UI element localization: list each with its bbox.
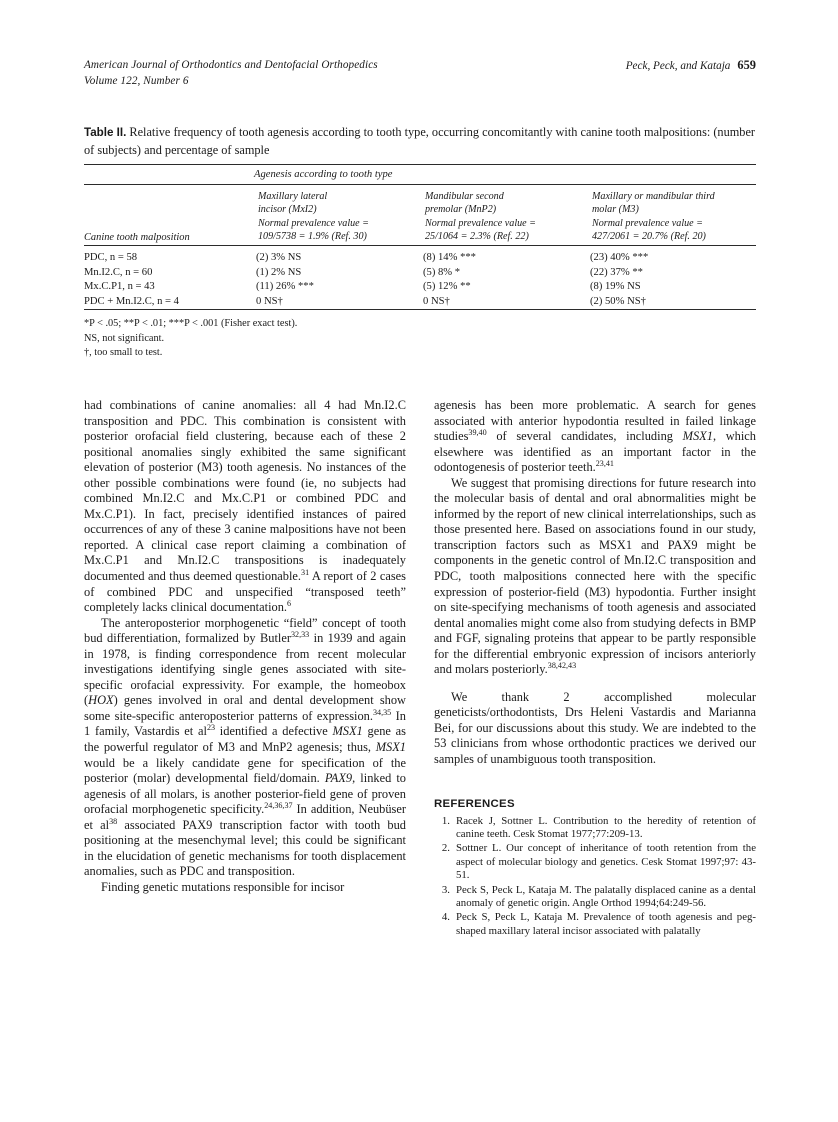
right-column bbox=[434, 398, 756, 939]
ref-sup-23: 23 bbox=[206, 723, 216, 733]
row-m3: (23) 40% *** bbox=[590, 252, 649, 263]
row-m3: (8) 19% NS bbox=[590, 281, 641, 293]
footnote-significance: *P < .05; **P < .01; ***P < .001 (Fisher exact test). bbox=[84, 318, 298, 330]
row-m3: (22) 37% ** bbox=[590, 266, 643, 278]
references-list bbox=[434, 815, 756, 939]
table-footnotes bbox=[84, 317, 756, 360]
para-l2-h: , linked to agenesis of all molars, is another posterior-field gene of proven orofacial morphogenetic specificity. bbox=[84, 771, 406, 817]
para-l2-g: would be a likely candidate gene for specification of the posterior (molar) developmental field/domain. bbox=[84, 755, 406, 786]
para-r2-a: We suggest that promising directions for future research into the molecular basis of dental and oral abnormalities might be informed by the report of new clinical interrelationships, such as those presented here. Based on associations found in our study, transcription factors such as MSX1 and PAX9 might be components in the genetic control of Mn.I2.C transposition and PDC, tooth malpositions connected here with the specific expression of posterior-field (M3) hypodontia. Further insight on site-specifying mechanisms of tooth agenesis and associated dental anomalies might come also from studying defects in BMP and FGF, signaling proteins that appear to be partly responsible for the differential embryonic expression of incisors anteriorly and molars posteriorly. bbox=[434, 475, 756, 677]
col3-tooth-line2: molar (M3) bbox=[592, 204, 639, 216]
paragraph-acknowledgments: We thank 2 accomplished molecular geneticists/orthodontists, Drs Heleni Vastardis and Marianna Bei, for our discussions about this study. We are indebted to the 53 clinicians from whose orthodontic practices we derived our samples of unambiguous tooth transposition. bbox=[434, 689, 756, 767]
ref-sup-6: 6 bbox=[287, 598, 292, 608]
ref-sup-23-41: 23,41 bbox=[595, 459, 614, 469]
reference-text: Racek J, Sottner L. Contribution to the heredity of retention of canine teeth. Cesk Stomat 1977;77:209-13. bbox=[456, 814, 756, 841]
table-span-header-row bbox=[84, 165, 756, 185]
col2-prev-line1: Normal prevalence value = bbox=[425, 217, 536, 229]
col1-tooth-line1: Maxillary lateral bbox=[258, 191, 328, 203]
row-malposition: Mn.I2.C, n = 60 bbox=[84, 266, 153, 278]
table-row bbox=[84, 266, 756, 281]
authors-short: Peck, Peck, and Kataja bbox=[625, 60, 731, 72]
para-l2-j: associated PAX9 transcription factor with tooth bud positioning at the mesenchymal level; this could be significant in the elucidation of genetic mechanisms for tooth displacement anomalies, such as PDC and transposition. bbox=[84, 817, 406, 879]
reference-item bbox=[434, 884, 756, 911]
para-l2-f: gene as the powerful regulator of M3 and MnP2 agenesis; thus, bbox=[84, 724, 406, 755]
para-l1-text: had combinations of canine anomalies: all 4 had Mn.I2.C transposition and PDC. This combination is consistent with posterior orofacial field clustering, because each of these 2 positional anomalies singly exhibited the same significant elevation of posterior (M3) tooth agenesis. No instances of the other possible combinations were found (ie, no subjects had combined Mn.I2.C and Mx.C.P1 or combined PDC and Mx.C.P1). In fact, precisely identified instances of paired occurrences of any of these 3 canine malpositions have not been reported. A clinical case report claiming a combination of Mx.C.P1 and Mn.I2.C transpositions is inadequately documented and thus deemed questionable. bbox=[84, 398, 406, 584]
table-caption-text: Relative frequency of tooth agenesis according to tooth type, occurring concomitantly with canine tooth malpositions: (number of subjects) and percentage of sample bbox=[84, 125, 756, 157]
col2-prev-line2: 25/1064 = 2.3% (Ref. 22) bbox=[425, 230, 529, 242]
table-block bbox=[84, 124, 756, 360]
span-header-agenesis: Agenesis according to tooth type bbox=[254, 169, 393, 181]
row-mnp2: 0 NS† bbox=[423, 295, 450, 307]
left-column bbox=[84, 398, 406, 896]
para-l1-cont: A report of 2 cases of combined PDC and unspecified “transposed teeth” completely lacks clinical documentation. bbox=[84, 569, 407, 615]
reference-text: Peck S, Peck L, Kataja M. The palatally displaced canine as a dental anomaly of genetic origin. Angle Orthod 1994;64:249-56. bbox=[456, 883, 756, 910]
reference-item bbox=[434, 911, 756, 938]
ref-sup-24-36-37: 24,36,37 bbox=[264, 801, 293, 811]
gene-msx1-b: MSX1 bbox=[375, 740, 406, 755]
table-row bbox=[84, 295, 756, 310]
para-l2-b: in 1939 and again in 1978, is finding correspondence from recent molecular investigations identifying single genes associated with site-specific orofacial expressivity. For example, the homeobox ( bbox=[84, 631, 406, 708]
para-l2-e: identified a defective bbox=[215, 724, 333, 739]
para-l2-d: In 1 family, Vastardis et al bbox=[84, 708, 406, 739]
gene-msx1-c: MSX1 bbox=[682, 429, 713, 444]
para-r1-a: agenesis has been more problematic. A search for genes associated with anterior hypodontia resulted in failed linkage studies bbox=[434, 398, 756, 444]
col1-prev-line2: 109/5738 = 1.9% (Ref. 30) bbox=[258, 230, 367, 242]
paragraph-incisor-mutations: Finding genetic mutations responsible for incisor bbox=[101, 879, 345, 894]
col2-tooth-line1: Mandibular second bbox=[425, 191, 504, 203]
ref-sup-38-42-43: 38,42,43 bbox=[547, 661, 577, 671]
paragraph-agenesis-problematic bbox=[434, 398, 756, 476]
row-mnp2: (5) 12% ** bbox=[423, 281, 471, 293]
col2-tooth-line2: premolar (MnP2) bbox=[425, 204, 497, 216]
row-malposition: PDC + Mn.I2.C, n = 4 bbox=[84, 295, 179, 307]
ref-sup-32-33: 32,33 bbox=[291, 630, 310, 640]
ref-sup-34-35: 34,35 bbox=[372, 707, 392, 717]
gene-pax9: PAX9 bbox=[324, 771, 353, 786]
reference-number: 3. bbox=[441, 883, 450, 896]
reference-item bbox=[434, 842, 756, 883]
table-rule-bottom bbox=[84, 310, 756, 311]
column-header-mnp2 bbox=[421, 185, 588, 245]
reference-number: 4. bbox=[441, 911, 450, 924]
running-head bbox=[84, 58, 756, 94]
column-header-mxi2 bbox=[254, 185, 421, 245]
col1-prev-line1: Normal prevalence value = bbox=[258, 217, 369, 229]
table-column-headers-row bbox=[84, 185, 756, 245]
references-heading: REFERENCES bbox=[434, 797, 515, 810]
row-mxi2: (2) 3% NS bbox=[256, 252, 302, 263]
reference-text: Peck S, Peck L, Kataja M. Prevalence of tooth agenesis and peg-shaped maxillary lateral incisor associated with palatally bbox=[456, 911, 756, 937]
journal-title: American Journal of Orthodontics and Dentofacial Orthopedics bbox=[84, 59, 378, 71]
paragraph-field-concept bbox=[84, 616, 406, 880]
gene-msx1-a: MSX1 bbox=[332, 724, 363, 739]
row-malposition: Mx.C.P1, n = 43 bbox=[84, 281, 155, 293]
table-row bbox=[84, 246, 756, 266]
col1-tooth-line2: incisor (MxI2) bbox=[258, 204, 317, 216]
running-head-right bbox=[626, 58, 756, 75]
row-m3: (2) 50% NS† bbox=[590, 295, 646, 307]
stub-header: Canine tooth malposition bbox=[84, 232, 190, 243]
row-mxi2: 0 NS† bbox=[256, 295, 283, 307]
row-mnp2: (5) 8% * bbox=[423, 266, 461, 278]
table-caption bbox=[84, 124, 756, 158]
ref-sup-38: 38 bbox=[109, 816, 118, 826]
reference-number: 1. bbox=[441, 814, 450, 827]
para-r1-b: of several candidates, including bbox=[486, 429, 683, 444]
footnote-ns: NS, not significant. bbox=[84, 332, 165, 344]
col3-prev-line1: Normal prevalence value = bbox=[592, 217, 703, 229]
table-label: Table II. bbox=[84, 126, 127, 139]
paragraph-continued bbox=[84, 398, 406, 616]
paragraph-future-research bbox=[434, 476, 756, 678]
gene-hox: HOX bbox=[88, 693, 114, 708]
page-number: 659 bbox=[737, 58, 756, 72]
reference-number: 2. bbox=[441, 842, 450, 855]
ref-sup-31: 31 bbox=[301, 567, 310, 577]
agenesis-table bbox=[84, 164, 756, 310]
para-r1-c: , which elsewhere was identified as an important factor in the odontogenesis of posterior teeth. bbox=[434, 429, 756, 475]
table-row bbox=[84, 280, 756, 295]
column-header-m3 bbox=[588, 185, 756, 245]
volume-issue: Volume 122, Number 6 bbox=[84, 74, 189, 87]
col3-prev-line2: 427/2061 = 20.7% (Ref. 20) bbox=[592, 230, 706, 242]
row-mxi2: (1) 2% NS bbox=[256, 266, 302, 278]
para-l2-a: The anteroposterior morphogenetic “field” concept of tooth bud differentiation, formalized by Butler bbox=[84, 615, 406, 646]
para-l2-i: In addition, Neubüser et al bbox=[84, 802, 406, 832]
running-head-left bbox=[84, 58, 378, 89]
row-mnp2: (8) 14% *** bbox=[423, 252, 476, 263]
reference-item bbox=[434, 815, 756, 842]
para-l2-c: ) genes involved in oral and dental development show some site-specific anteroposterior patterns of expression. bbox=[84, 693, 406, 723]
ref-sup-39-40: 39,40 bbox=[468, 427, 487, 437]
footnote-dagger: †, too small to test. bbox=[84, 346, 163, 358]
row-malposition: PDC, n = 58 bbox=[84, 252, 138, 263]
col3-tooth-line1: Maxillary or mandibular third bbox=[592, 191, 715, 203]
reference-text: Sottner L. Our concept of inheritance of tooth retention from the aspect of molecular biology and genetics. Cesk Stomat 1997;97: 43-51. bbox=[456, 842, 756, 882]
row-mxi2: (11) 26% *** bbox=[256, 281, 314, 293]
